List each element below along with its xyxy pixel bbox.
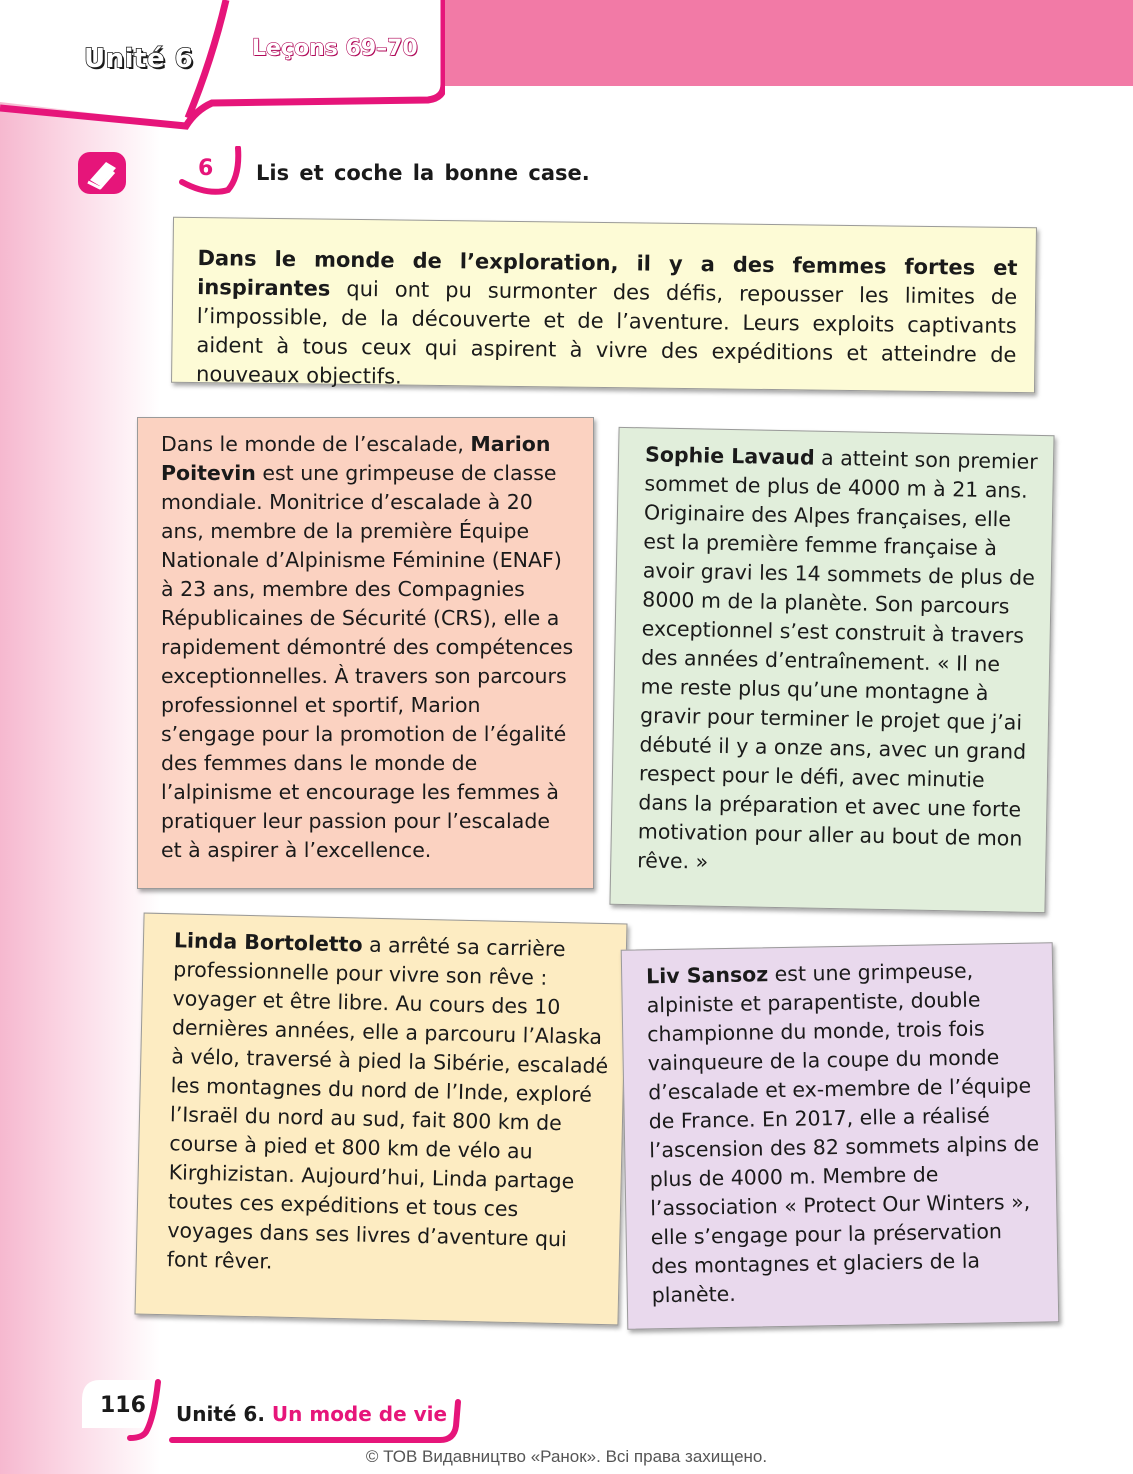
card-liv-sansoz [621, 942, 1060, 1329]
exercise-instruction: Lis et coche la bonne case. [256, 161, 590, 185]
intro-card [171, 217, 1037, 394]
intro-text: qui ont pu surmonter des défis, repousser les limites de l’impossible, de la découverte et de l’aventure. Leurs exploits captivants aident à tous ceux qui aspirent à vivre des expéditions et atteindre de nouveaux objectifs. [195, 276, 1018, 389]
footer-unit-name: Un mode de vie [271, 1402, 448, 1426]
card-sophie-lavaud [609, 427, 1054, 913]
lessons-label: Leçons 69–70 [252, 36, 418, 61]
exercise-number: 6 [198, 156, 214, 181]
sophie-text: a atteint son premier sommet de plus de 4000 m à 21 ans. Originaire des Alpes françaises, elle est la première femme française à avoir gravi les 14 sommets de plus de 8000 m de la planète. Son parcours exceptionnel s’est construit à travers des années d’entraînement. « Il ne me reste plus qu’une montagne à gravir pour terminer le projet que j’ai débuté il y a onze ans, avec un grand respect pour le défi, avec minutie dans la préparation et avec une forte motivation pour aller au bout de mon rêve. » [637, 445, 1038, 874]
card-marion-poitevin [137, 417, 594, 889]
sophie-name: Sophie Lavaud [644, 442, 815, 470]
marion-text: est une grimpeuse de classe mondiale. Monitrice d’escalade à 20 ans, membre de la première Équipe Nationale d’Alpinisme Féminine (ENAF) à 23 ans, membre des Compagnies Républicaines de Sécurité (CRS), elle a rapidement démontré des compétences exceptionnelles. À travers son parcours professionnel et sportif, Marion s’engage pour la promotion de l’égalité des femmes dans le monde de l’alpinisme et encourage les femmes à pratiquer leur passion pour l’escalade et à aspirer à l’excellence. [161, 461, 574, 862]
footer-unit: Unité 6. [176, 1402, 265, 1426]
header-tab [0, 0, 445, 130]
marion-lead: Dans le monde de l’escalade, [161, 432, 471, 456]
linda-name: Linda Bortoletto [173, 928, 363, 957]
marion-name: Marion Poitevin [161, 432, 551, 485]
liv-name: Liv Sansoz [645, 962, 769, 989]
page-number: 116 [100, 1393, 146, 1418]
copyright: © ТОВ Видавництво «Ранок». Всі права захищено. [365, 1447, 768, 1466]
book-icon [76, 150, 128, 196]
liv-text: est une grimpeuse, alpiniste et parapentiste, double championne du monde, trois fois vainqueure de la coupe du monde d’escalade et ex-membre de l’équipe de France. En 2017, elle a réalisé l’ascension des 82 sommets alpins de plus de 4000 m. Membre de l’association « Protect Our Winters », elle s’engage pour la préservation des montagnes et glaciers de la planète. [646, 958, 1040, 1308]
linda-text: a arrêté sa carrière professionnelle pour vivre son rêve : voyager et être libre. Au cours des 10 dernières années, elle a parcouru l’Alaska à vélo, traversé à pied la Sibérie, escaladé les montagnes du nord de l’Inde, exploré l’Israël du nord au sud, fait 800 km de course à pied et 800 km de vélo au Kirghizistan. Aujourd’hui, Linda partage toutes ces expéditions et tous ces voyages dans ses livres d’aventure qui font rêver. [166, 932, 609, 1274]
footer-unit-title [176, 1402, 447, 1426]
unit-label: Unité 6 [84, 44, 194, 74]
intro-bold: Dans le monde de l’exploration, il y a des femmes fortes et inspirantes [197, 246, 1018, 301]
card-linda-bortoletto [135, 913, 628, 1326]
header-band [440, 0, 1133, 86]
